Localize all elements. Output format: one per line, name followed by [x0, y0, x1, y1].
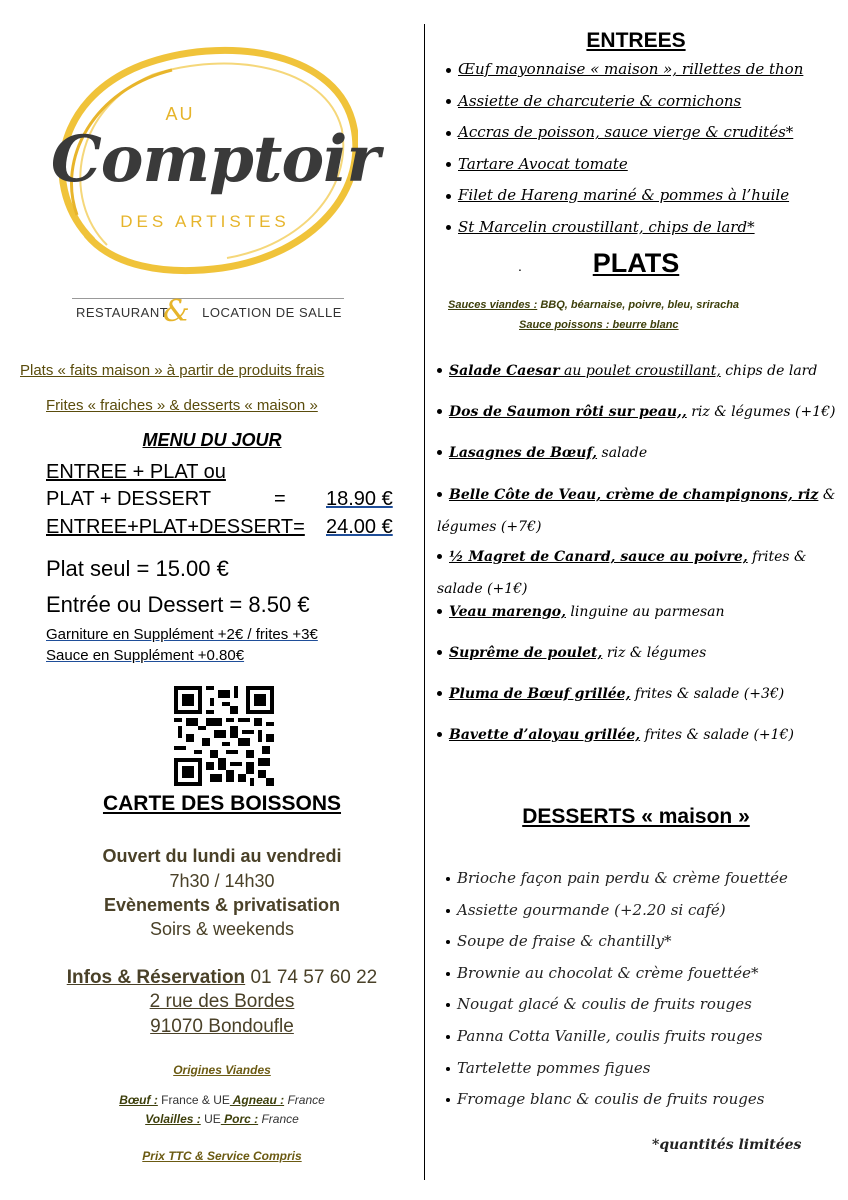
plat-side: linguine au parmesan: [565, 604, 725, 620]
list-item: [446, 123, 803, 155]
agneau-val: France: [284, 1093, 325, 1107]
porc-val: France: [258, 1112, 299, 1126]
origine-volailles-porc: [0, 1112, 444, 1126]
list-item: [446, 932, 788, 964]
bullet-icon: [437, 691, 442, 696]
plats-list: [437, 362, 837, 767]
plat-name: Veau marengo,: [449, 604, 566, 620]
list-item: [446, 1027, 788, 1059]
bullet-icon: [437, 492, 442, 497]
bullet-icon: [446, 909, 450, 913]
boeuf-label: Bœuf :: [119, 1093, 158, 1107]
bullet-icon: [446, 1098, 450, 1102]
volailles-label: Volailles :: [145, 1112, 201, 1126]
plat-name: Pluma de Bœuf grillée,: [449, 686, 631, 702]
dessert-text: Fromage blanc & coulis de fruits rouges: [457, 1090, 765, 1109]
plat-name: Lasagnes de Bœuf,: [449, 445, 598, 461]
bullet-icon: [446, 877, 450, 881]
bullet-icon: [437, 368, 442, 373]
formula-equals: =: [274, 488, 286, 510]
address-1: 2 rue des Bordes: [149, 991, 295, 1012]
bullet-icon: [446, 972, 450, 976]
plat-name: Belle Côte de Veau, crème de champignons, riz: [449, 487, 819, 503]
qr-code-icon[interactable]: [174, 686, 274, 786]
dessert-text: Brownie au chocolat & crème fouettée*: [457, 963, 759, 982]
list-item: [446, 155, 803, 187]
formula-plat-dessert: PLAT + DESSERT: [46, 488, 212, 510]
list-item: [437, 726, 837, 767]
list-item: [446, 186, 803, 218]
entree-text: Accras de poisson, sauce vierge & crudités*: [458, 123, 794, 141]
formula-1: ENTREE + PLAT ou: [46, 461, 226, 483]
soirs-weekends: Soirs & weekends: [149, 919, 295, 939]
plat-seul-price: Plat seul = 15.00 €: [46, 556, 229, 581]
infos-reservation: [0, 967, 444, 989]
list-item: [446, 60, 803, 92]
desserts-list: [446, 869, 788, 1122]
logo-rule: [72, 298, 344, 299]
list-item: [446, 1090, 788, 1122]
entrees-list: [446, 60, 803, 249]
bullet-icon: [446, 131, 451, 136]
plat-side: frites & salade (+3€): [630, 686, 785, 702]
address-line-2: [0, 1016, 444, 1038]
logo-sub-left: RESTAURANT: [76, 305, 168, 320]
list-item: [446, 995, 788, 1027]
list-item: [446, 901, 788, 933]
infos-label: Infos & Réservation: [66, 967, 246, 988]
bullet-icon: [446, 225, 451, 230]
list-item: [437, 685, 837, 726]
list-item: [437, 541, 837, 603]
entree-text: Assiette de charcuterie & cornichons: [458, 91, 742, 110]
dessert-text: Tartelette pommes figues: [457, 1058, 651, 1077]
prix-ttc: Prix TTC & Service Compris: [142, 1149, 302, 1163]
list-item: [437, 403, 837, 444]
bullet-icon: [446, 940, 450, 944]
quantites-limitees-note: *quantités limitées: [652, 1137, 802, 1153]
events-text: Evènements & privatisation: [103, 895, 341, 915]
entree-text: Filet de Hareng mariné & pommes à l’huile: [458, 186, 790, 204]
plat-detail: au poulet croustillant,: [559, 363, 721, 379]
logo-subtitle: [76, 305, 342, 320]
bullet-icon: [437, 554, 442, 559]
list-item: [437, 603, 837, 644]
entree-text: Tartare Avocat tomate: [458, 154, 628, 173]
dessert-text: Brioche façon pain perdu & crème fouettée: [457, 869, 788, 887]
logo-au: AU: [165, 104, 195, 124]
garniture-supplement: Garniture en Supplément +2€ / frites +3€: [46, 626, 318, 643]
list-item: [446, 92, 803, 124]
bullet-icon: [446, 99, 451, 104]
price-formule-2: 18.90 €: [326, 488, 393, 510]
bullet-icon: [446, 1035, 450, 1039]
menu-du-jour-title: MENU DU JOUR: [142, 430, 282, 450]
list-item: [437, 644, 837, 685]
sauce-poissons: Sauce poissons : beurre blanc: [519, 319, 679, 331]
bullet-icon: [437, 450, 442, 455]
logo-name: Comptoir: [50, 122, 380, 197]
list-item: [446, 869, 788, 901]
plat-side: chips de lard: [720, 363, 818, 379]
entrees-title: ENTREES: [586, 29, 686, 52]
porc-label: Porc :: [220, 1112, 259, 1126]
list-item: [446, 218, 803, 250]
sauces-viandes-list: BBQ, béarnaise, poivre, bleu, sriracha: [537, 299, 740, 311]
plat-side: & légumes (+7€): [437, 487, 836, 535]
entree-dessert-price: Entrée ou Dessert = 8.50 €: [46, 592, 310, 617]
plat-name: Salade Caesar: [449, 363, 560, 379]
dessert-text: Assiette gourmande (+2.20 si café): [457, 900, 726, 919]
sauces-viandes: [448, 299, 739, 311]
origines-viandes-title: Origines Viandes: [173, 1063, 271, 1077]
hours: 7h30 / 14h30: [169, 871, 275, 891]
bullet-icon: [446, 1067, 450, 1071]
ouvert-text: Ouvert du lundi au vendredi: [102, 846, 342, 866]
bullet-icon: [446, 68, 451, 73]
desserts-title: DESSERTS « maison »: [522, 805, 750, 828]
plats-title: PLATS: [592, 248, 680, 278]
plat-side: salade: [597, 445, 648, 461]
boeuf-val: France & UE: [157, 1093, 230, 1107]
plat-name: ½ Magret de Canard, sauce au poivre,: [449, 549, 748, 565]
logo-sub-right: LOCATION DE SALLE: [202, 305, 342, 320]
ouvert-line: [0, 846, 444, 867]
bullet-icon: [437, 409, 442, 414]
address-line-1: [0, 991, 444, 1013]
bullet-icon: [446, 1003, 450, 1007]
price-formule-3: 24.00 €: [326, 516, 393, 538]
carte-des-boissons-link[interactable]: CARTE DES BOISSONS: [102, 792, 342, 815]
bullet-icon: [446, 194, 451, 199]
volailles-val: UE: [200, 1112, 221, 1126]
logo-ampersand: &: [163, 294, 190, 329]
plat-side: riz & légumes: [602, 645, 707, 661]
dessert-text: Nougat glacé & coulis de fruits rouges: [457, 995, 752, 1014]
plat-name: Bavette d’aloyau grillée,: [449, 727, 641, 743]
plat-name: Dos de Saumon rôti sur peau,,: [449, 404, 687, 420]
entree-text: St Marcelin croustillant, chips de lard*: [458, 217, 755, 236]
formula-entree-plat: [46, 461, 226, 484]
phone-number[interactable]: 01 74 57 60 22: [245, 967, 378, 988]
bullet-icon: [446, 162, 451, 167]
bullet-icon: [437, 732, 442, 737]
list-item: [437, 479, 837, 541]
bullet-icon: [437, 650, 442, 655]
dessert-text: Panna Cotta Vanille, coulis fruits rouges: [457, 1026, 763, 1045]
logo-tagline: DES ARTISTES: [120, 212, 290, 231]
plat-side: frites & salade (+1€): [640, 727, 794, 743]
sauce-supplement: Sauce en Supplément +0.80€: [46, 647, 245, 664]
frites-line: Frites « fraiches » & desserts « maison »: [46, 397, 318, 414]
fait-maison-line: Plats « faits maison » à partir de produits frais: [20, 362, 325, 379]
list-item: [437, 362, 837, 403]
origine-boeuf-agneau: [0, 1093, 444, 1107]
list-item: [446, 964, 788, 996]
bullet-icon: [437, 609, 442, 614]
address-2: 91070 Bondoufle: [150, 1016, 294, 1037]
plats-dot: .: [518, 258, 522, 274]
sauces-viandes-label: Sauces viandes :: [448, 299, 538, 311]
dessert-text: Soupe de fraise & chantilly*: [457, 932, 672, 951]
formula-3-plats: ENTREE+PLAT+DESSERT=: [46, 516, 305, 538]
plat-side: frites & salade (+1€): [437, 549, 807, 597]
list-item: [446, 1059, 788, 1091]
plat-name: Suprême de poulet,: [449, 645, 603, 661]
plat-side: riz & légumes (+1€): [686, 404, 836, 420]
entree-text: Œuf mayonnaise « maison », rillettes de thon: [458, 60, 804, 78]
events-line: [0, 895, 444, 916]
agneau-label: Agneau :: [229, 1093, 285, 1107]
